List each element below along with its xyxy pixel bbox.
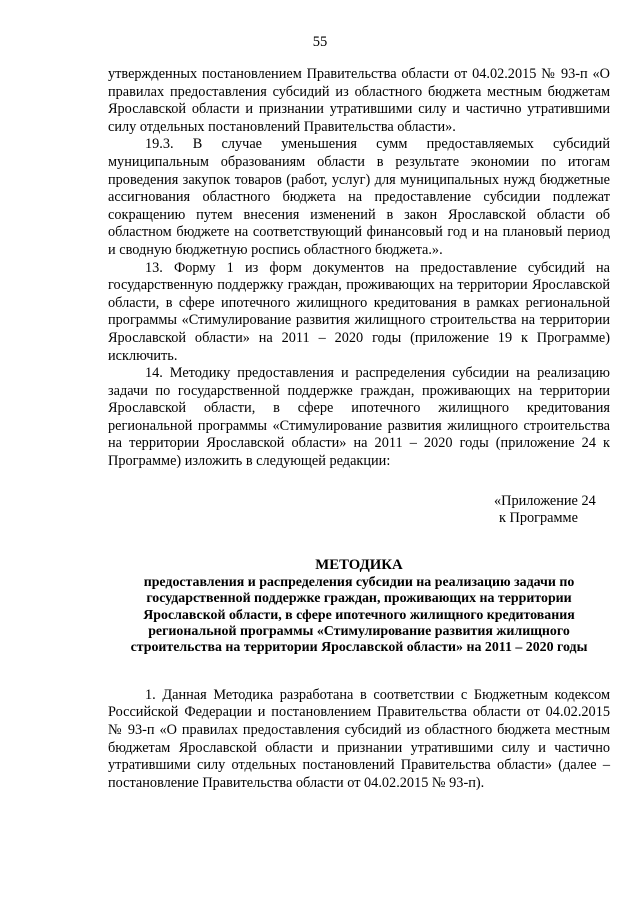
methodology-title: МЕТОДИКА (315, 556, 403, 573)
appendix-reference-line-1: «Приложение 24 (494, 492, 596, 509)
methodology-heading (108, 556, 610, 657)
appendix-reference (494, 493, 610, 528)
methodology-subtitle: предоставления и распределения субсидии на реализацию задачи по государственной поддержке граждан, проживающих на территории Ярославской области, в сфере ипотечного жилищного кредитования региональной программы «Стимулирование развития жилищного строительства на территории Ярославской области» на 2011 – 2020 годы (130, 574, 588, 656)
page-number: 55 (312, 34, 328, 50)
paragraph-19-3: 19.3. В случае уменьшения сумм предоставляемых субсидий муниципальным образованиям области в результате экономии по итогам проведения закупок товаров (работ, услуг) для муниципальных нужд бюджетные ассигнования областного бюджета на предоставление субсидии подлежат сокращению путем внесения изменений в закон Ярославской области об областном бюджете на соответствующий финансовый год и на плановый период и сводную бюджетную роспись областного бюджета.». (108, 136, 610, 258)
paragraph-13: 13. Форму 1 из форм документов на предоставление субсидий на государственную поддержку граждан, проживающих на территории Ярославской области, в сфере ипотечного жилищного кредитования в рамках региональной программы «Стимулирование развития жилищного строительства на территории Ярославской области» на 2011 – 2020 годы (приложение 19 к Программе) исключить. (108, 259, 610, 364)
appendix-reference-line-2: к Программе (499, 510, 578, 527)
document-body (108, 66, 610, 792)
paragraph-14: 14. Методику предоставления и распределения субсидии на реализацию задачи по государственной поддержке граждан, проживающих на территории Ярославской области, в сфере ипотечного жилищного кредитования региональной программы «Стимулирование развития жилищного строительства на территории Ярославской области» на 2011 – 2020 годы (приложение 24 к Программе) изложить в следующей редакции: (108, 365, 610, 470)
paragraph-method-1: 1. Данная Методика разработана в соответствии с Бюджетным кодексом Российской Федерации и постановлением Правительства области от 04.02.2015 № 93-п «О правилах предоставления субсидий из областного бюджета местным бюджетам Ярославской области и признании утратившими силу и частично утратившими силу отдельных постановлений Правительства области» (далее – постановление Правительства области от 04.02.2015 № 93-п). (108, 686, 610, 791)
paragraph-continuation: утвержденных постановлением Правительства области от 04.02.2015 № 93-п «О правилах предоставления субсидий из областного бюджета местным бюджетам Ярославской области и признании утратившими силу и частично утратившими силу отдельных постановлений Правительства области». (108, 66, 610, 135)
